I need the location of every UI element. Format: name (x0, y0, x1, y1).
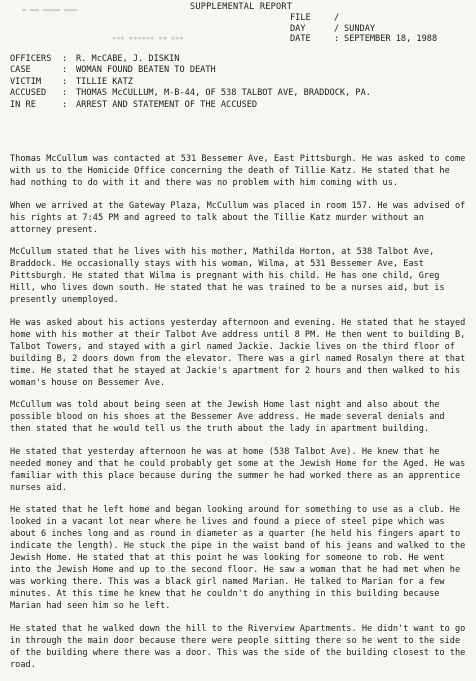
report-paragraph: McCullum stated that he lives with his mother, Mathilda Horton, at 538 Talbot Ave, Braddock. He occasionally stays with his woman, Wilma, at 531 Bessemer Ave, East Pittsburgh. He stated that Wilma is pregnant with his child. He has one child, Greg Hill, who lives down south. He stated that he was trained to be a nurses aid, but is presently unemployed. (10, 247, 445, 305)
case-info-row (10, 77, 371, 88)
case-info-label: CASE (10, 65, 31, 76)
file-info-block (290, 13, 437, 45)
case-info-colon: : (62, 88, 68, 99)
report-body (10, 153, 470, 681)
day-label: DAY (290, 23, 306, 34)
case-info-row (10, 100, 371, 111)
file-row (290, 13, 437, 24)
case-info-row (10, 65, 371, 76)
case-info-colon: : (62, 54, 68, 64)
report-paragraph: He stated that yesterday afternoon he was at home (538 Talbot Ave). He knew that he needed money and that he could probably get some at the Jewish Home for the Aged. He was familiar with this place because during the summer he had worked there as an apprentice nurses aid. (10, 446, 466, 493)
faint-bleed-text: ▬ ▬▬ ▬▬▬▬ ▬▬▬ (22, 6, 77, 14)
day-row (290, 24, 437, 35)
case-info-row (10, 54, 371, 65)
date-value: SEPTEMBER 18, 1988 (344, 34, 438, 44)
faint-bleed-text: ▪▪▪ ▪▪▪▪▪▪ ▪▪ ▪▪▪ (112, 34, 184, 42)
case-info-value: TILLIE KATZ (76, 76, 133, 87)
report-paragraph: He stated that he left home and began looking around for something to use as a club. He looked in a vacant lot near where he lives and found a piece of steel pipe which was about 6 inches long and as round in diameter as a quarter (he held his fingers apart to indicate the length). He stuck the pipe in the waist band of his jeans and walked to the Jewish Home. He stated that at this point he was looking for someone to rob. He went into the Jewish Home and up to the second floor. He saw a woman that he had met when he was working there. This was a black girl named Marian. He talked to Marian for a few minutes. At this time he knew that he couldn't do anything in this building because Marian had seen him so he left. (10, 505, 466, 611)
case-info-label: ACCUSED (10, 88, 47, 99)
report-title: SUPPLEMENTAL REPORT (190, 2, 293, 12)
report-paragraph: He stated that he walked down the hill to the Riverview Apartments. He didn't want to go in through the main door because there were people sitting there so he went to the side of the building where there was a door. This was the side of the building closest to the road. (10, 623, 466, 670)
report-paragraph: McCullum was told about being seen at the Jewish Home last night and also about the possible blood on his shoes at the Bessemer Ave address. He made several denials and then stated that he would tell us the truth about the lady in apartment building. (10, 400, 445, 434)
file-label: FILE (290, 13, 311, 23)
report-paragraph: He was asked about his actions yesterday afternoon and evening. He stated that he stayed home with his mother at their Talbot Ave address until 8 PM. He then went to building B, Talbot Towers, and stayed with a girl named Jackie. Jackie lives on the third floor of building B, 2 doors down from the elevator. There was a girl named Rosalyn there at that time. He stated that he stayed at Jackie's apartment for 2 hours and then walked to his woman's house on Bessemer Ave. (10, 317, 466, 388)
case-info-value: THOMAS McCULLUM, M-B-44, OF 538 TALBOT AVE, BRADDOCK, PA. (76, 88, 371, 99)
case-info-label: VICTIM (10, 76, 42, 87)
date-label: DATE (290, 34, 311, 44)
day-value: SUNDAY (344, 23, 376, 34)
day-mark: / (334, 23, 340, 34)
case-info-label: OFFICERS (10, 54, 52, 64)
case-info-colon: : (62, 99, 68, 110)
case-info-value: ARREST AND STATEMENT OF THE ACCUSED (76, 99, 258, 110)
report-paragraph: When we arrived at the Gateway Plaza, McCullum was placed in room 157. He was advised of his rights at 7:45 PM and agreed to talk about the Tillie Katz murder without an attorney present. (10, 200, 466, 235)
case-info-block (10, 54, 371, 111)
case-info-value: WOMAN FOUND BEATEN TO DEATH (76, 65, 216, 76)
case-info-value: R. McCABE, J. DISKIN (76, 54, 180, 64)
date-row (290, 34, 437, 45)
file-mark: / (334, 13, 340, 23)
case-info-colon: : (62, 65, 68, 76)
report-paragraph: Thomas McCullum was contacted at 531 Bessemer Ave, East Pittsburgh. He was asked to come with us to the Homicide Office concerning the death of Tillie Katz. He stated that he had nothing to do with it and there was no problem with him coming with us. (10, 154, 466, 188)
case-info-colon: : (62, 76, 68, 87)
case-info-label: IN RE (10, 99, 36, 110)
case-info-row (10, 88, 371, 99)
date-colon: : (334, 34, 340, 44)
